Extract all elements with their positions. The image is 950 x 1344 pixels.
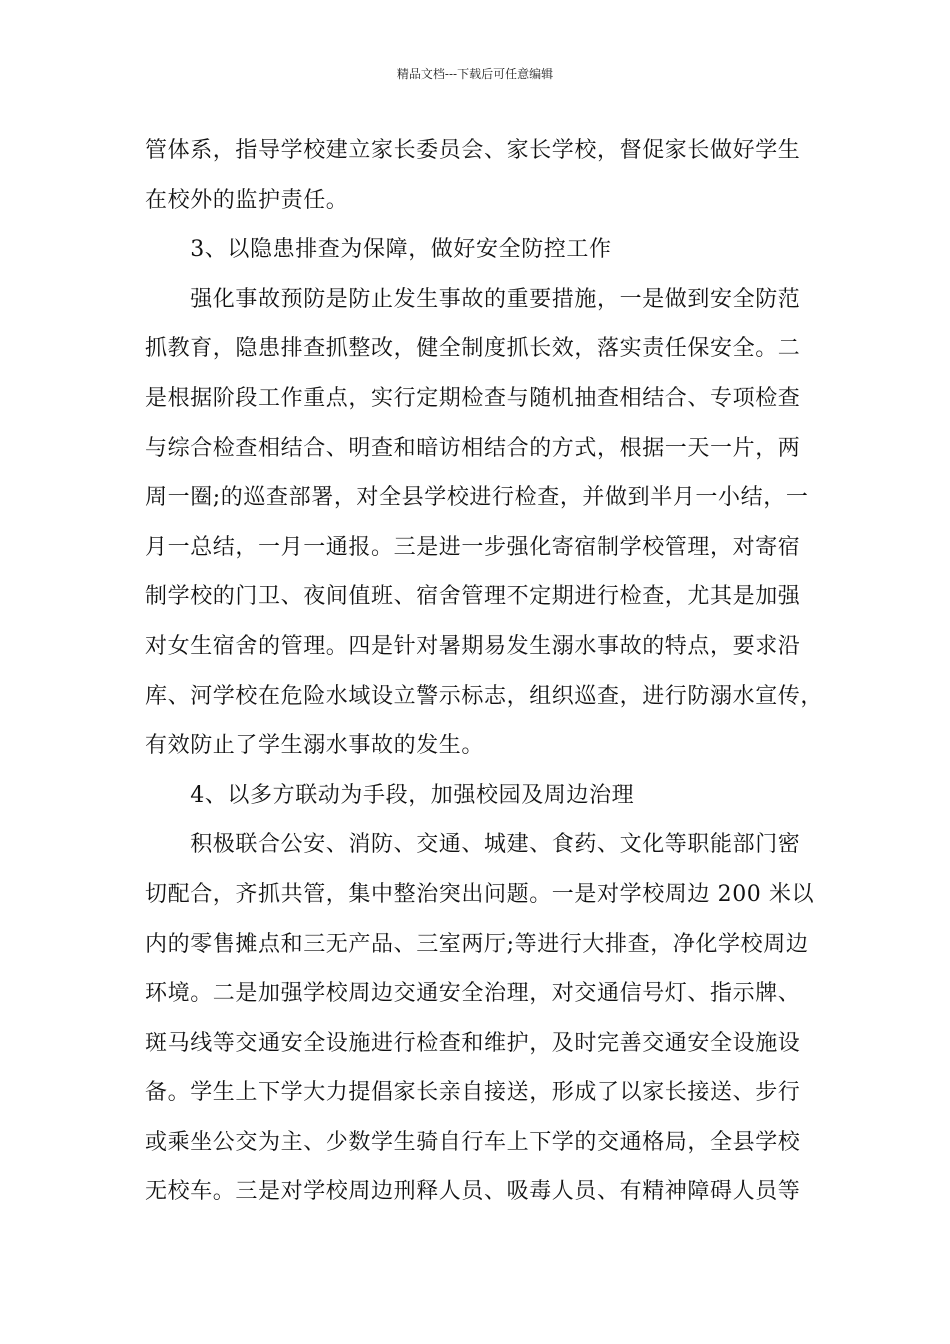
paragraph-guardianship: 管体系，指导学校建立家长委员会、家长学校，督促家长做好学生 在校外的监护责任。: [145, 138, 801, 213]
heading-multi-party-linkage: 4、以多方联动为手段，加强校园及周边治理: [145, 782, 635, 808]
paragraph-campus-surroundings: 积极联合公安、消防、交通、城建、食药、文化等职能部门密 切配合，齐抓共管，集中整治突出问题。一是对学校周边 200 米以 内的零售摊点和三无产品、三室两厅;等进行大排查，净化学校周边 环境。二是加强学校周边交通安全治理，对交通信号灯、指示牌、 斑马线等交通安全设施进行检查和维护，及时完善交通安全设施设 备。学生上下学大力提倡家长亲自接送，形成了以家长接送、步行 或乘坐公交为主、少数学生骑自行车上下学的交通格局，全县学校 无校车。三是对学校周边刑释人员、吸毒人员、有精神障碍人员等: [145, 832, 815, 1205]
page-header: 精品文档---下载后可任意编辑: [396, 67, 554, 81]
heading-hazard-inspection: 3、以隐患排查为保障，做好安全防控工作: [145, 237, 612, 263]
document-body: [145, 126, 825, 1217]
paragraph-accident-prevention: 强化事故预防是防止发生事故的重要措施，一是做到安全防范 抓教育，隐患排查抓整改，健全制度抓长效，落实责任保安全。二 是根据阶段工作重点，实行定期检查与随机抽查相结合、专项检查 与综合检查相结合、明查和暗访相结合的方式，根据一天一片，两 周一圈;的巡查部署，对全县学校进行检查，并做到半月一小结，一 月一总结，一月一通报。三是进一步强化寄宿制学校管理，对寄宿 制学校的门卫、夜间值班、宿舍管理不定期进行检查，尤其是加强 对女生宿舍的管理。四是针对暑期易发生溺水事故的特点，要求沿 库、河学校在危险水域设立警示标志，组织巡查，进行防溺水宣传， 有效防止了学生溺水事故的发生。: [145, 286, 824, 759]
